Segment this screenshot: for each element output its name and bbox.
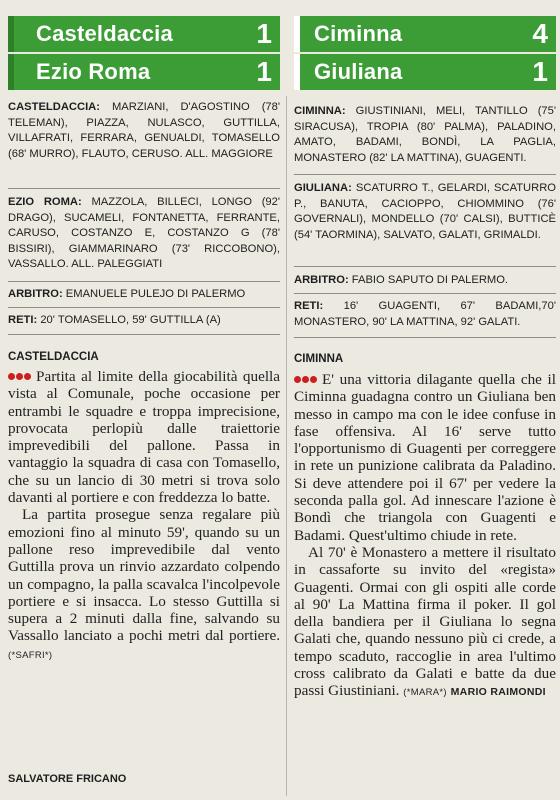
article-paragraph bbox=[294, 370, 556, 544]
bullet-dots-icon bbox=[8, 367, 32, 384]
match-report-right bbox=[294, 0, 556, 800]
article-body bbox=[8, 367, 280, 664]
article-body bbox=[294, 370, 556, 702]
column-divider bbox=[286, 96, 287, 796]
home-lineup bbox=[294, 104, 556, 166]
article-kicker: CIMINNA bbox=[294, 353, 344, 365]
home-team-score: 4 bbox=[532, 18, 548, 49]
bullet-dots-icon bbox=[294, 370, 318, 387]
divider bbox=[8, 188, 280, 189]
home-lineup bbox=[8, 100, 280, 162]
referee-label: ARBITRO: bbox=[8, 288, 63, 300]
home-team-bar bbox=[8, 16, 280, 52]
away-team-score: 1 bbox=[532, 56, 548, 87]
away-lineup-players: MAZZOLA, BILLECI, LONGO (92' DRAGO), SUCAMELI, FONTANETTA, FERRANTE, CARUSO, COSTANZO E, COSTANZO G (78' BISSIRI), GIAMMARINARO (73' RICCOBONO), VASSALLO. ALL. PALEGGIATI bbox=[8, 196, 281, 271]
goals-line bbox=[294, 299, 556, 330]
home-team-name: Casteldaccia bbox=[36, 21, 173, 46]
away-team-name: Ezio Roma bbox=[36, 59, 151, 84]
goals-line bbox=[8, 313, 280, 329]
divider bbox=[8, 281, 280, 282]
goals-label: RETI: bbox=[8, 314, 38, 326]
article-author: SALVATORE FRICANO bbox=[8, 773, 127, 785]
article-paragraph bbox=[8, 506, 280, 664]
divider bbox=[294, 293, 556, 294]
away-team-score: 1 bbox=[256, 56, 272, 87]
divider bbox=[294, 266, 556, 267]
paragraph-text: Partita al limite della giocabilità quella vista al Comunale, poche occasione per entrambi le squadre e troppa imprecisione, provocata perlopiù dalle traiettorie imprevedibili del pallone. Passa in vantaggio la squadra di casa con Tomasello, che su un lancio di 30 metri si trova solo davanti al portiere e con freddezza lo batte. bbox=[8, 368, 280, 507]
home-lineup-players: GIUSTINIANI, MELI, TANTILLO (75' SIRACUSA), TROPIA (80' PALMA), PALADINO, AMATO, BADAMI, BONDÌ, LA PAGLIA, MONASTERO (82' LA MATTINA), GUAGENTI. bbox=[294, 105, 556, 164]
away-team-bar bbox=[294, 54, 556, 90]
home-lineup-team: CASTELDACCIA: bbox=[8, 101, 100, 113]
home-team-name: Ciminna bbox=[314, 21, 403, 46]
away-lineup bbox=[8, 195, 280, 273]
home-team-bar bbox=[294, 16, 556, 52]
away-team-bar bbox=[8, 54, 280, 90]
match-report-left bbox=[8, 0, 280, 800]
referee-line bbox=[294, 273, 556, 289]
paragraph-text: E' una vittoria dilagante quella che il Ciminna guadagna contro un Giuliana ben messo in campo ma con le idee confuse in fase offensiva. Al 16' serve tutto l'opportunismo di Guagenti per correggere in rete un punizione calibrata da Paladino. Si deve attendere poi il 67' per vedere la seconda palla gol. Ad innescare l'azione è Bondì che triangola con Guagenti e Badami. Quest'ultimo chiude in rete. bbox=[294, 371, 556, 544]
away-lineup-players: SCATURRO T., GELARDI, SCATURRO P., BANUTA, CACIOPPO, CHIOMMINO (76' GOVERNALI), MONDELLO (70' CALSI), BUTTICÈ (54' TAORMINA), SALVATO, GALATI, GRIMALDI. bbox=[294, 182, 557, 241]
article-paragraph bbox=[8, 367, 280, 506]
away-lineup-team: GIULIANA: bbox=[294, 182, 352, 194]
home-lineup-players: MARZIANI, D'AGOSTINO (78' TELEMAN), PIAZZA, NULASCO, GUTTILLA, VILLAFRATI, FERRARA, GENUALDI, TOMASELLO (68' MURRO), FLAUTO, CERUSO. ALL. MAGGIORE bbox=[8, 101, 280, 160]
goals-value: 20' TOMASELLO, 59' GUTTILLA (A) bbox=[40, 314, 221, 326]
referee-line bbox=[8, 287, 280, 303]
goals-value: 16' GUAGENTI, 67' BADAMI,70' MONASTERO, 90' LA MATTINA, 92' GALATI. bbox=[294, 300, 556, 328]
divider bbox=[294, 174, 556, 175]
away-lineup-team: EZIO ROMA: bbox=[8, 196, 82, 208]
referee-value: FABIO SAPUTO DI PALERMO. bbox=[351, 274, 509, 286]
article-signature: (*SAFRI*) bbox=[8, 649, 53, 661]
home-lineup-team: CIMINNA: bbox=[294, 105, 346, 117]
divider bbox=[294, 337, 556, 338]
bar-accent bbox=[8, 54, 14, 90]
away-team-name: Giuliana bbox=[314, 59, 403, 84]
paragraph-text: La partita prosegue senza regalare più emozioni fino al minuto 59', quando su un pallone reso imprevedibile dal vento Guttilla prova un rinvio azzardato colpendo un compagno, la palla scavalca l'incolpevole portiere e si insacca. Lo stesso Guttilla si supera a 2 minuti dalla fine, salvando su Vassallo lanciato a pochi metri dal portiere. bbox=[8, 506, 280, 645]
home-team-score: 1 bbox=[256, 18, 272, 49]
bar-accent bbox=[8, 16, 14, 52]
referee-label: ARBITRO: bbox=[294, 274, 349, 286]
article-paragraph bbox=[294, 544, 556, 702]
article-signature: (*MARA*) bbox=[403, 687, 447, 699]
goals-label: RETI: bbox=[294, 300, 324, 312]
paragraph-text: Al 70' è Monastero a mettere il risultato in cassaforte su invito del «regista» Guagenti. Ormai con gli ospiti alle corde al 90' La Mattina firma il poker. Il gol della bandiera per il Giuliana lo segna Galati che, quando nessuno più ci crede, a tempo scaduto, raccoglie in area l'ultimo cross calibrato da Galati e batte da due passi Giustiniani. bbox=[294, 543, 556, 700]
referee-value: EMANUELE PULEJO DI PALERMO bbox=[65, 288, 246, 300]
divider bbox=[8, 307, 280, 308]
article-author: MARIO RAIMONDI bbox=[450, 686, 546, 699]
divider bbox=[8, 334, 280, 335]
away-lineup bbox=[294, 181, 556, 243]
article-kicker: CASTELDACCIA bbox=[8, 351, 99, 363]
